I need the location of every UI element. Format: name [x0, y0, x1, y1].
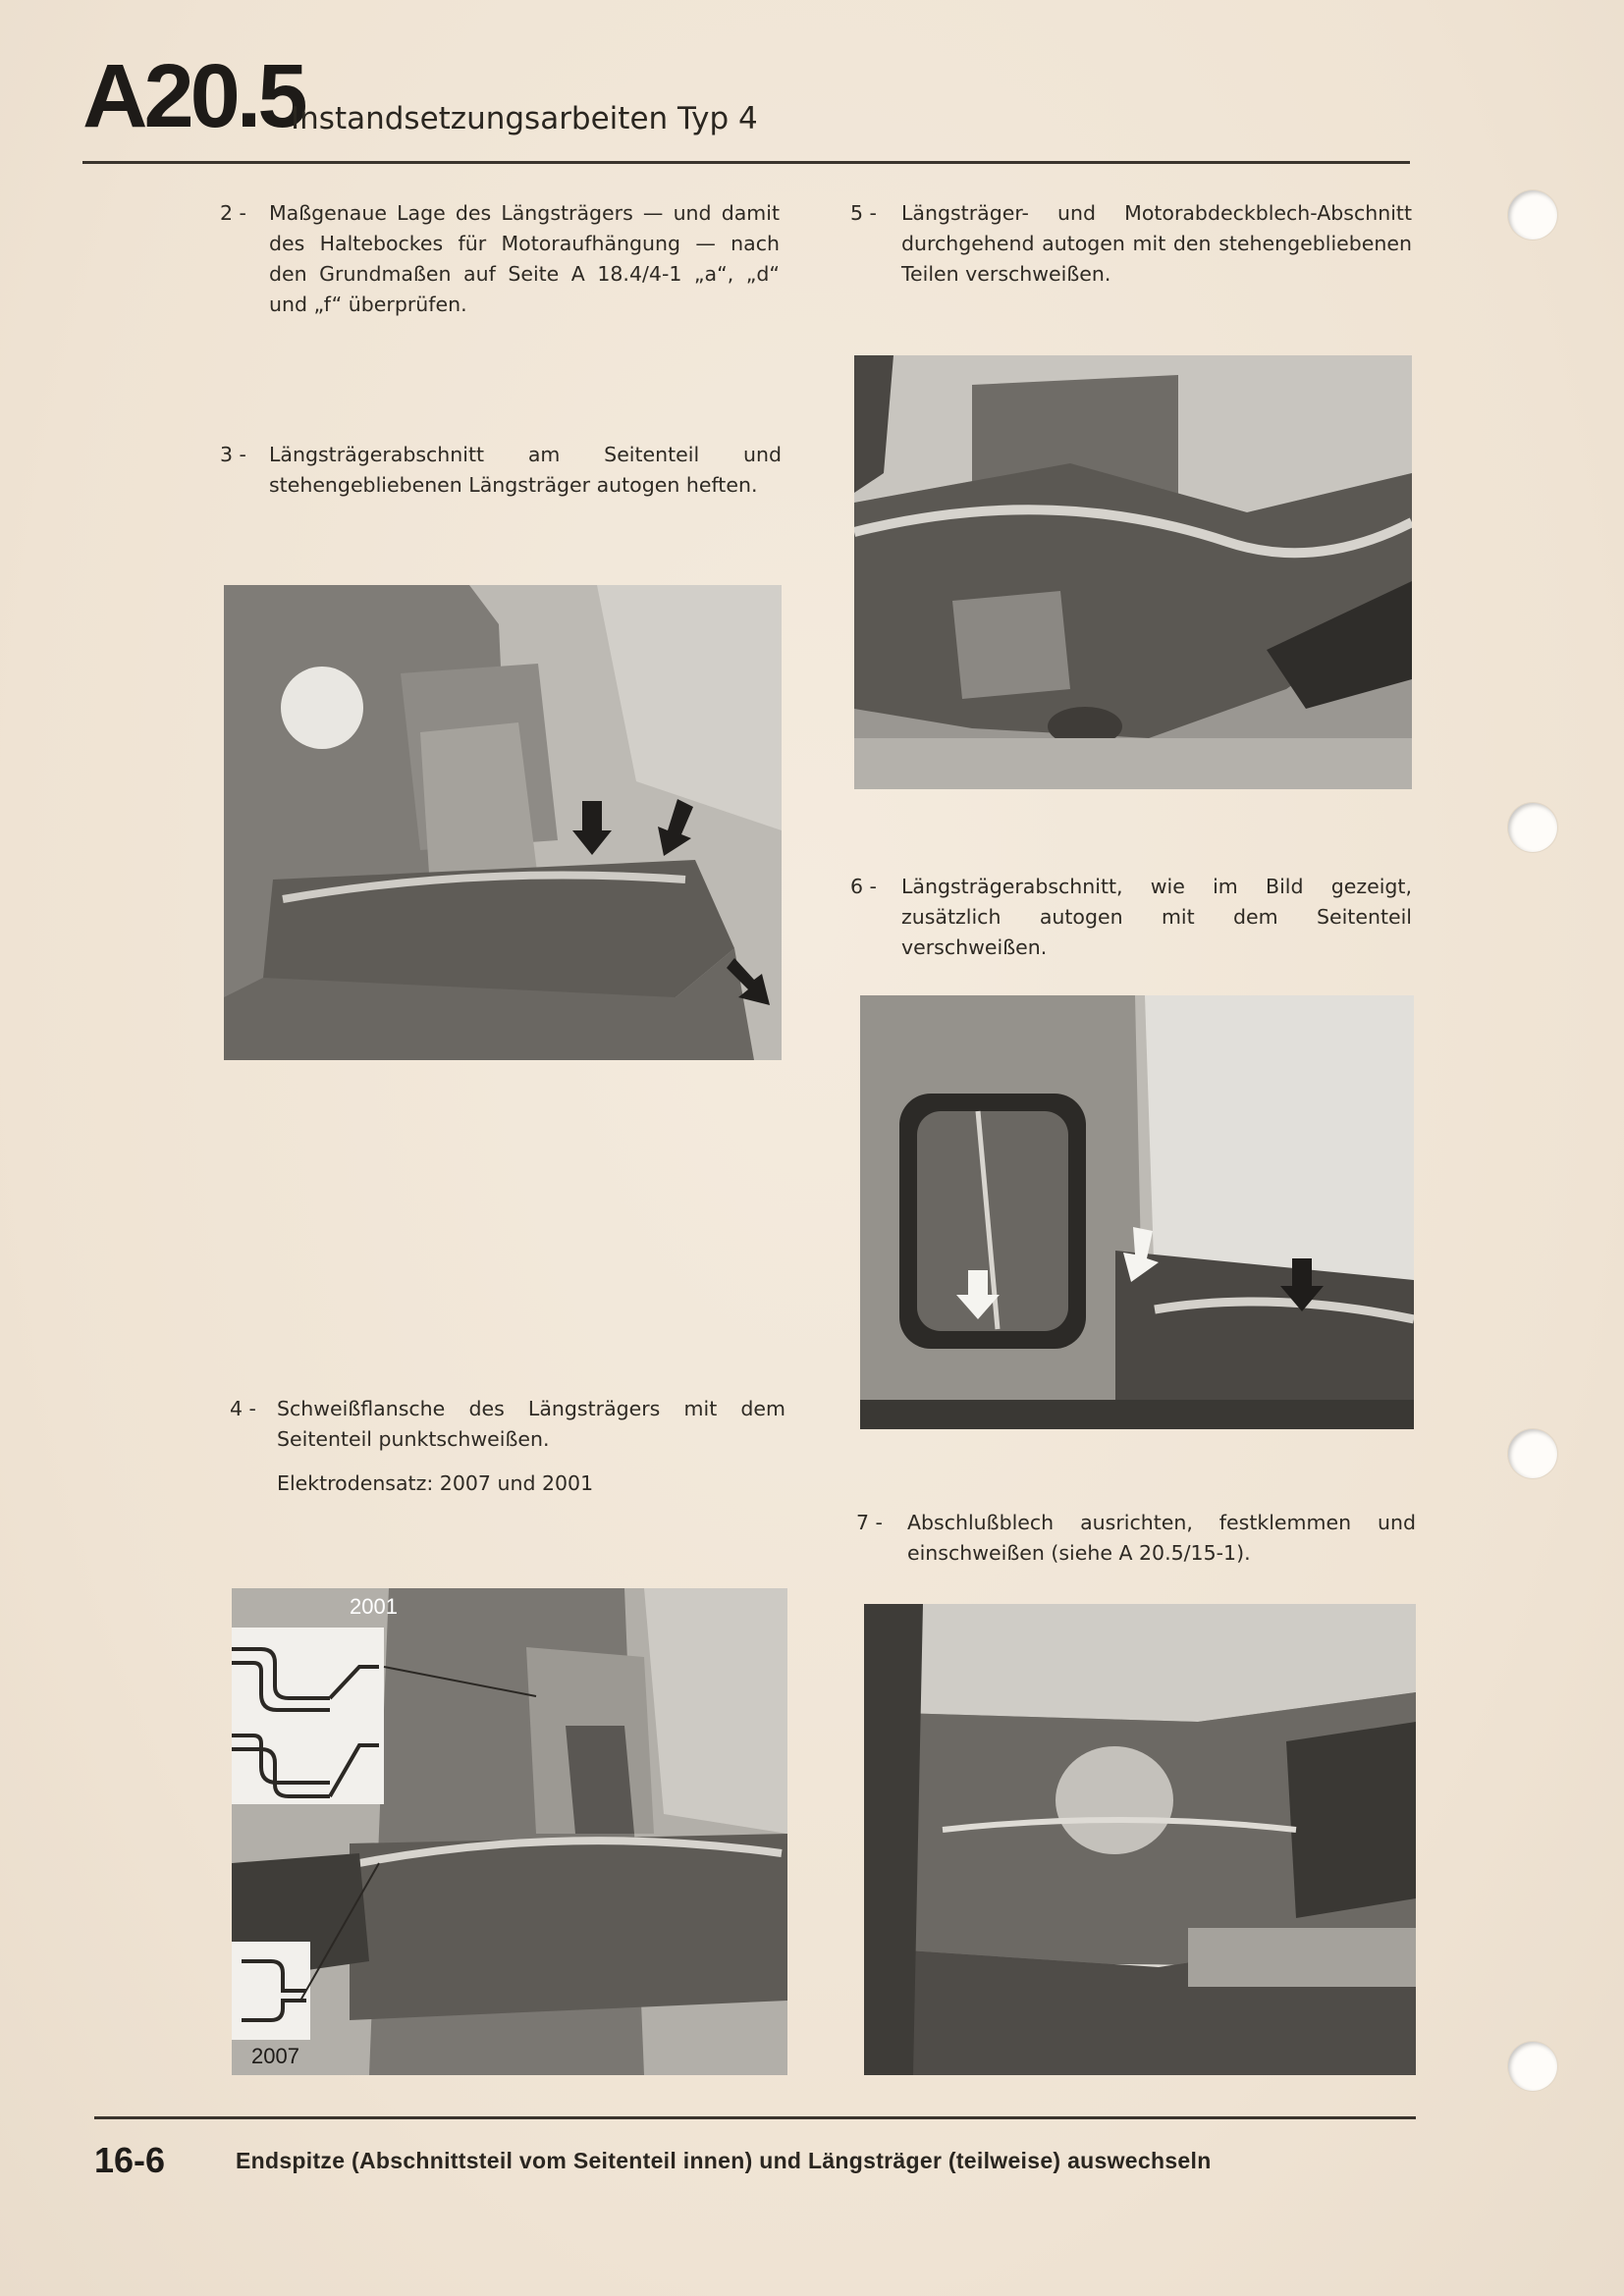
- step-text: Längsträgerabschnitt, wie im Bild gezeigt, zusätzlich autogen mit dem Seitenteil verschweißen.: [901, 875, 1412, 959]
- punch-hole: [1508, 803, 1557, 852]
- step-text: Maßgenaue Lage des Längsträgers — und damit des Haltebockes für Motoraufhängung — nach den Grundmaßen auf Seite A 18.4/4-1 „a“, „d“ und „f“ überprüfen.: [269, 201, 780, 316]
- photo-step-6: [860, 995, 1414, 1429]
- step-number: 6 -: [850, 875, 877, 898]
- step-number: 7 -: [856, 1511, 883, 1534]
- step-number: 5 -: [850, 201, 877, 225]
- punch-hole: [1508, 1429, 1557, 1478]
- step-text: Längsträger- und Motorabdeckblech-Abschnitt durchgehend autogen mit den stehengebliebenen Teilen verschweißen.: [901, 201, 1412, 286]
- photo-step-5: [854, 355, 1412, 789]
- punch-hole: [1508, 190, 1557, 240]
- step-5: [850, 198, 1412, 291]
- footer-rule: [94, 2116, 1416, 2119]
- step-3: [220, 440, 782, 503]
- footer-title: Endspitze (Abschnittsteil vom Seitenteil innen) und Längsträger (teilweise) auswechseln: [236, 2148, 1212, 2173]
- step-2: [220, 198, 780, 320]
- step-number: 2 -: [220, 201, 246, 225]
- step-text: Abschlußblech ausrichten, festklemmen und einschweißen (siehe A 20.5/15-1).: [907, 1511, 1416, 1565]
- photo-step-3: [224, 585, 782, 1060]
- electrode-label-2001: 2001: [350, 1594, 398, 1619]
- step-number: 3 -: [220, 443, 246, 466]
- step-text: Schweißflansche des Längsträgers mit dem Seitenteil punktschweißen.: [277, 1397, 785, 1451]
- step-7: [856, 1508, 1416, 1571]
- section-number: A20.5: [82, 46, 304, 146]
- photo-step-4: [232, 1588, 787, 2075]
- page-title: Instandsetzungsarbeiten Typ 4: [291, 101, 758, 136]
- page-number: 16-6: [94, 2140, 166, 2180]
- step-number: 4 -: [230, 1397, 256, 1420]
- step-6: [850, 872, 1412, 964]
- electrode-label-2007: 2007: [251, 2044, 299, 2068]
- photo-step-7: [864, 1604, 1416, 2075]
- electrode-set: Elektrodensatz: 2007 und 2001: [277, 1471, 594, 1495]
- step-text: Längsträgerabschnitt am Seitenteil und stehengebliebenen Längsträger autogen heften.: [269, 443, 782, 497]
- punch-hole: [1508, 2042, 1557, 2091]
- step-4: [230, 1394, 785, 1502]
- header-rule: [82, 161, 1410, 164]
